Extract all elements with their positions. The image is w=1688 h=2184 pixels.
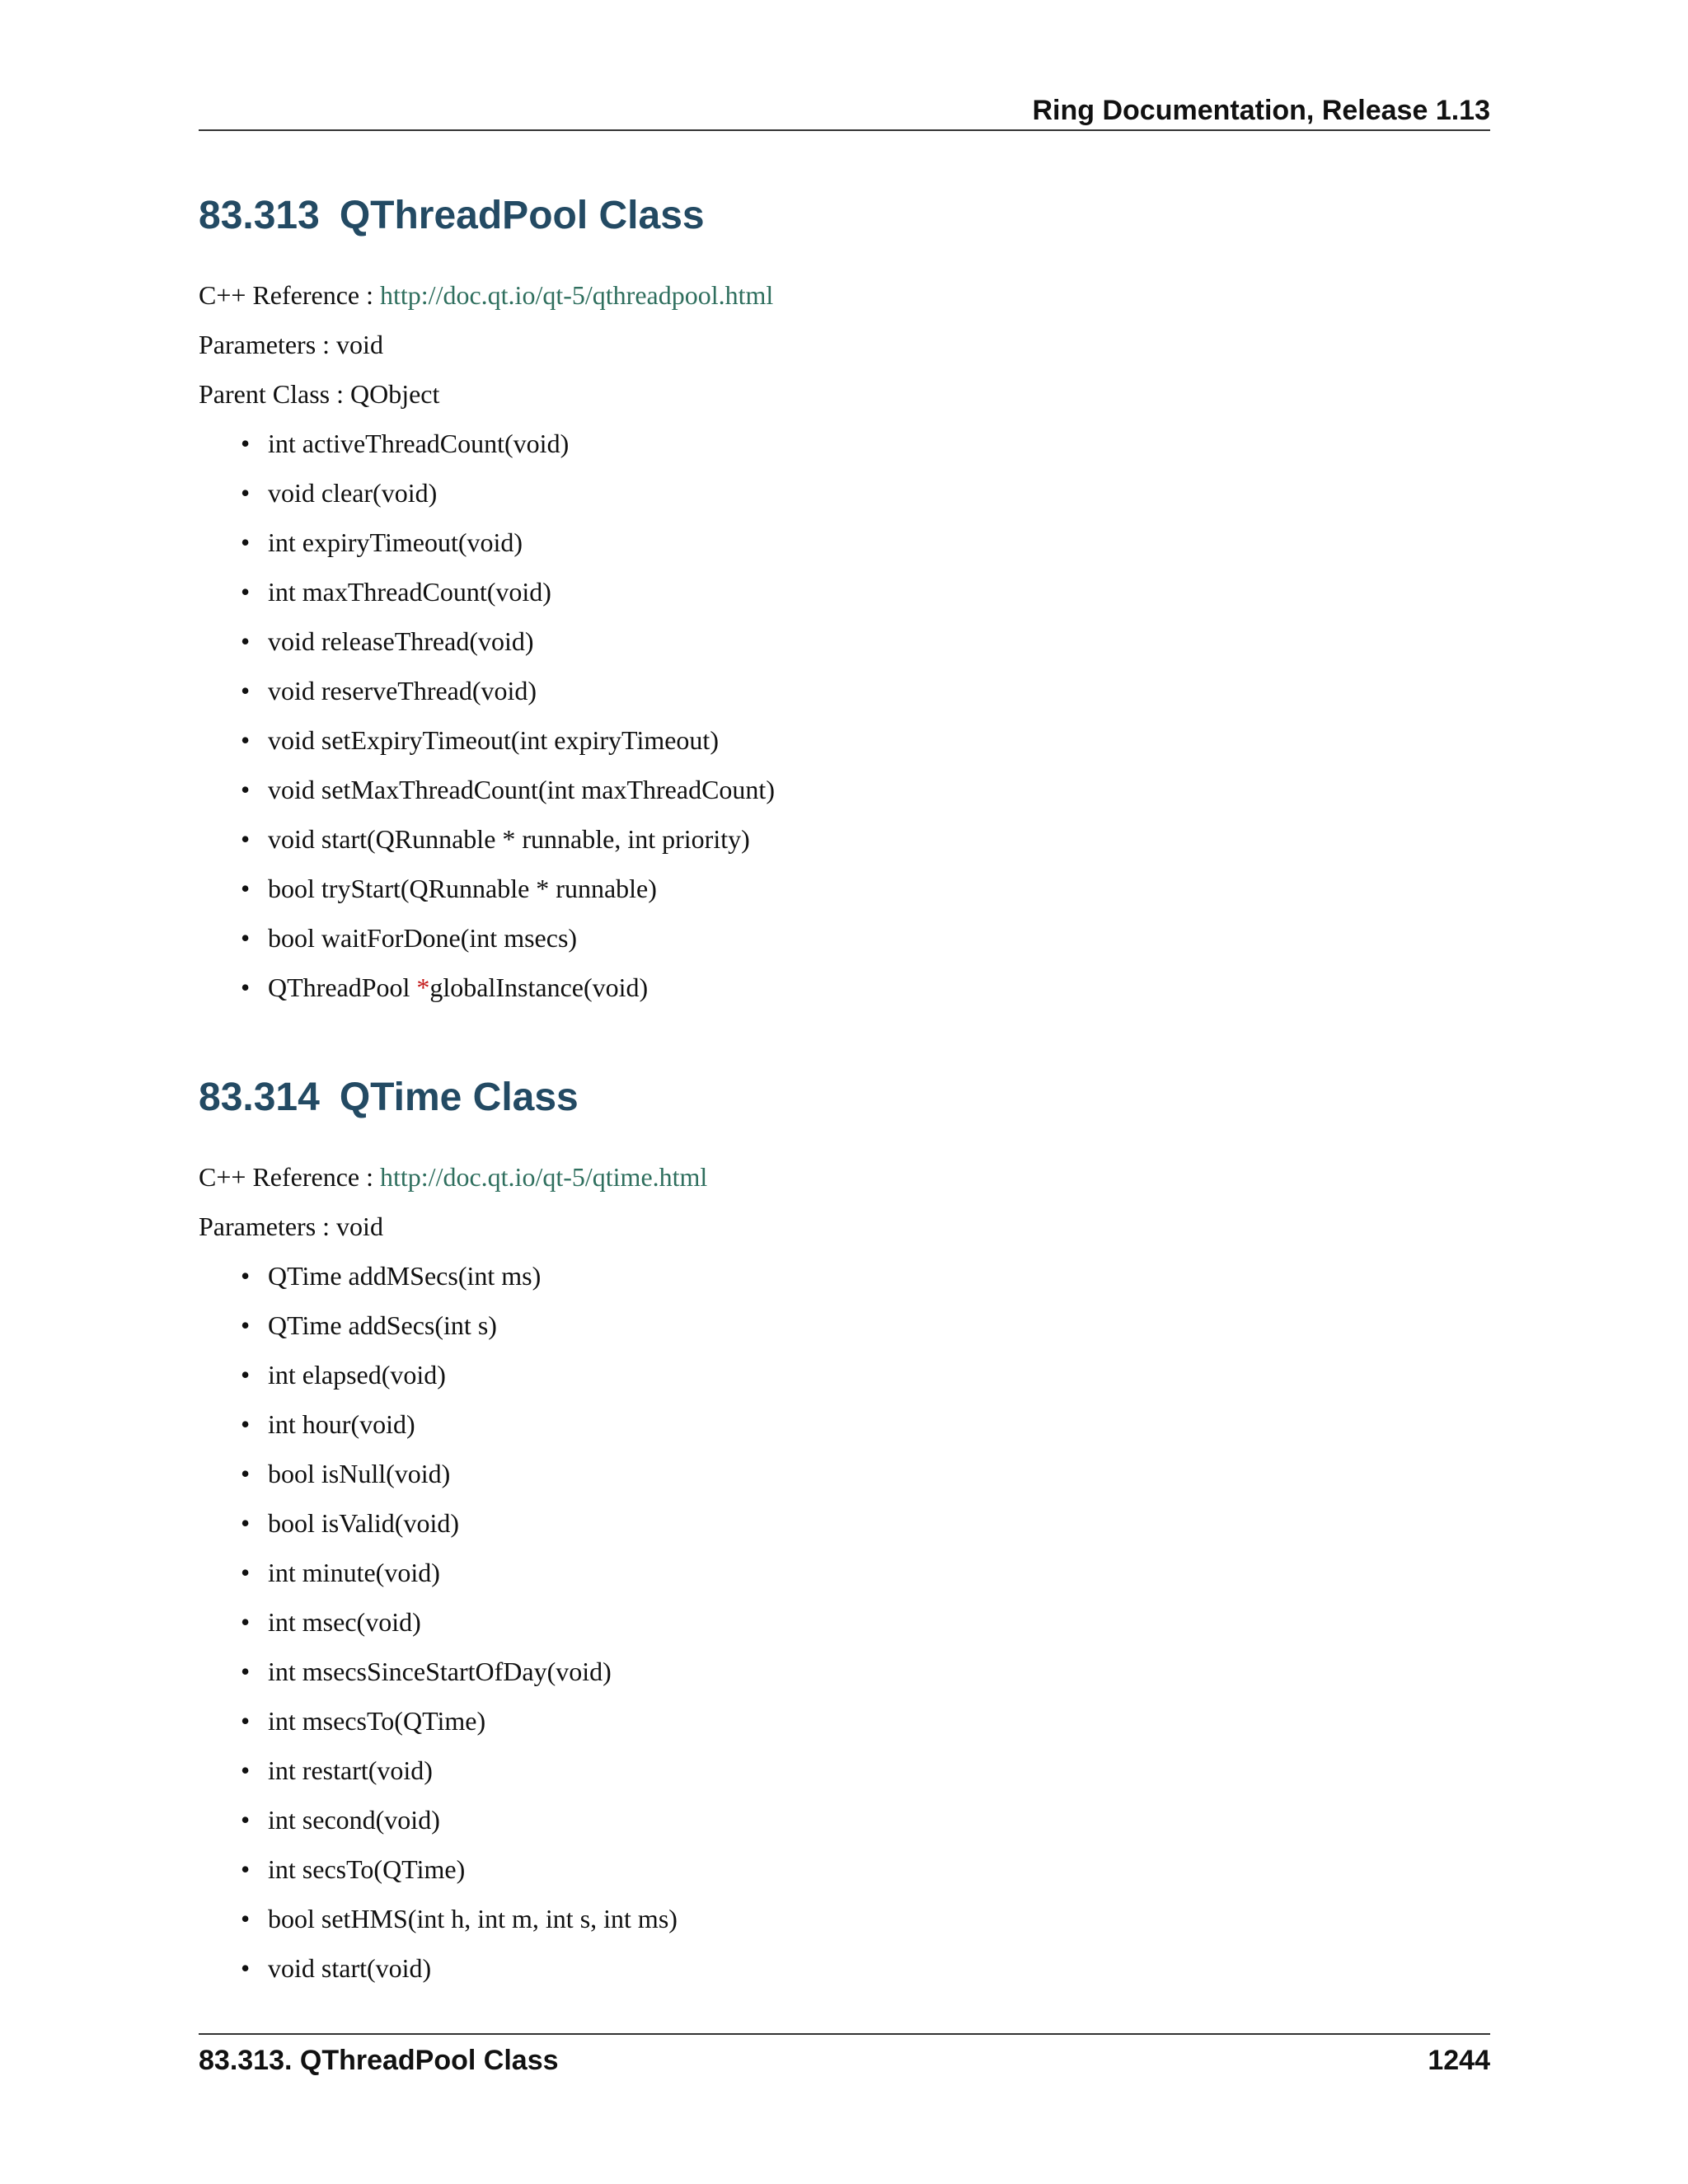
- section-number: 83.313: [199, 194, 320, 237]
- list-item: • int elapsed(void): [268, 1350, 1490, 1399]
- method-list: [199, 419, 1490, 1012]
- list-item: • bool tryStart(QRunnable * runnable): [268, 864, 1490, 913]
- list-item: • bool setHMS(int h, int m, int s, int ms): [268, 1894, 1490, 1943]
- list-item: • int maxThreadCount(void): [268, 567, 1490, 616]
- cpp-reference-label: C++ Reference :: [199, 280, 380, 310]
- method-text: QThreadPool: [268, 972, 417, 1002]
- list-item: • bool isNull(void): [268, 1449, 1490, 1498]
- header-rule: [199, 129, 1490, 131]
- running-header: Ring Documentation, Release 1.13: [1032, 95, 1490, 126]
- list-item: • bool isValid(void): [268, 1498, 1490, 1548]
- list-item: • int msec(void): [268, 1597, 1490, 1647]
- section-title: QTime Class: [339, 1076, 579, 1119]
- parent-class-line: Parent Class : QObject: [199, 379, 440, 409]
- list-item: • int msecsSinceStartOfDay(void): [268, 1647, 1490, 1696]
- footer-section-label: 83.313. QThreadPool Class: [199, 2045, 559, 2076]
- list-item: • void clear(void): [268, 468, 1490, 518]
- list-item: • void start(QRunnable * runnable, int priority): [268, 814, 1490, 864]
- list-item: • void start(void): [268, 1943, 1490, 1993]
- section-heading: [199, 191, 1490, 241]
- parameters-line: Parameters : void: [199, 330, 383, 359]
- section-qthreadpool: [199, 191, 1490, 1012]
- footer-rule: [199, 2033, 1490, 2035]
- list-item: • void releaseThread(void): [268, 616, 1490, 666]
- pointer-star: *: [416, 972, 430, 1002]
- page-number: 1244: [1428, 2045, 1490, 2076]
- list-item: • QTime addMSecs(int ms): [268, 1251, 1490, 1301]
- cpp-reference-line: [199, 270, 1490, 320]
- list-item: • bool waitForDone(int msecs): [268, 913, 1490, 963]
- section-number: 83.314: [199, 1076, 320, 1119]
- list-item: • int minute(void): [268, 1548, 1490, 1597]
- document-page: [199, 0, 1490, 2184]
- list-item: [268, 963, 1490, 1012]
- cpp-reference-link[interactable]: http://doc.qt.io/qt-5/qtime.html: [380, 1162, 708, 1192]
- section-heading: [199, 1073, 1490, 1122]
- list-item: • void setMaxThreadCount(int maxThreadCount): [268, 765, 1490, 814]
- method-text: globalInstance(void): [429, 972, 649, 1002]
- list-item: • void reserveThread(void): [268, 666, 1490, 715]
- list-item: • int second(void): [268, 1795, 1490, 1844]
- cpp-reference-line: [199, 1152, 1490, 1202]
- cpp-reference-label: C++ Reference :: [199, 1162, 380, 1192]
- section-qtime: [199, 1073, 1490, 1993]
- list-item: • int restart(void): [268, 1746, 1490, 1795]
- list-item: • int expiryTimeout(void): [268, 518, 1490, 567]
- cpp-reference-link[interactable]: http://doc.qt.io/qt-5/qthreadpool.html: [380, 280, 774, 310]
- parameters-line: Parameters : void: [199, 1212, 383, 1241]
- list-item: • int activeThreadCount(void): [268, 419, 1490, 468]
- list-item: • int hour(void): [268, 1399, 1490, 1449]
- method-list: [199, 1251, 1490, 1993]
- list-item: • void setExpiryTimeout(int expiryTimeout): [268, 715, 1490, 765]
- list-item: • int secsTo(QTime): [268, 1844, 1490, 1894]
- list-item: • int msecsTo(QTime): [268, 1696, 1490, 1746]
- section-title: QThreadPool Class: [339, 194, 705, 237]
- list-item: • QTime addSecs(int s): [268, 1301, 1490, 1350]
